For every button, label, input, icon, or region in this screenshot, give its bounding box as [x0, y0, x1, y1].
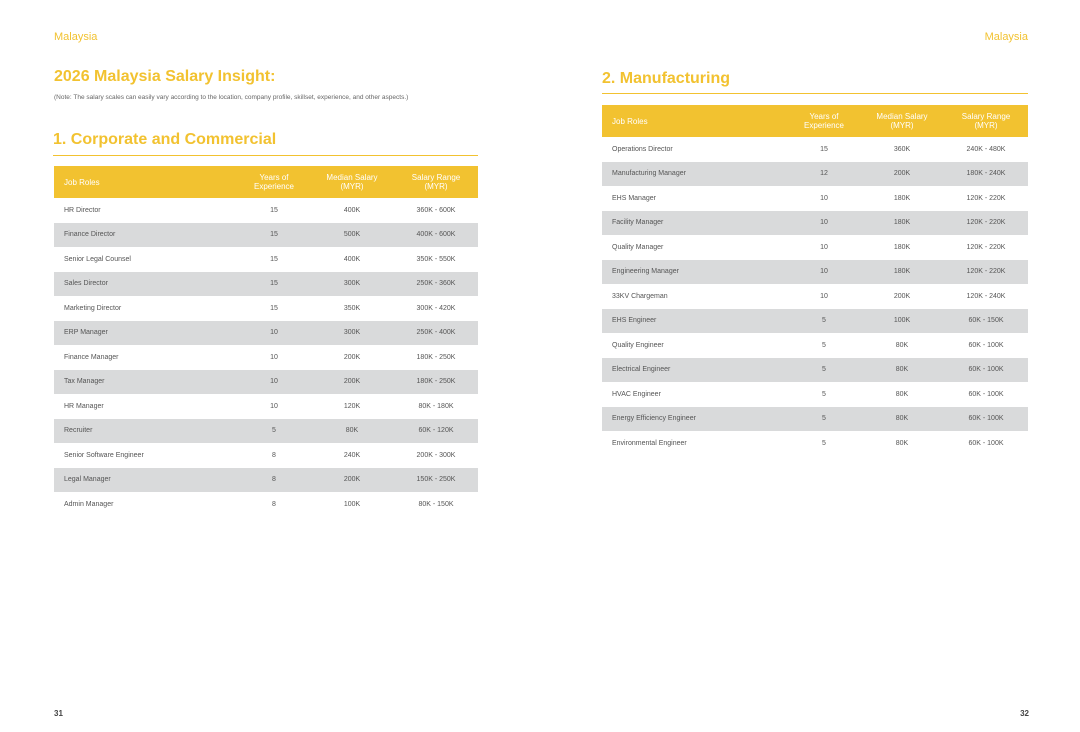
- table-row: [602, 137, 1028, 162]
- salary-range-cell: 150K - 250K: [394, 468, 478, 493]
- median-salary-cell: 80K: [860, 358, 944, 383]
- median-salary-cell: 120K: [310, 394, 394, 419]
- job-role-cell: EHS Manager: [602, 186, 788, 211]
- table-row: [54, 468, 478, 493]
- table-header-row: [602, 105, 1028, 137]
- years-cell: 10: [238, 394, 310, 419]
- median-salary-cell: 350K: [310, 296, 394, 321]
- salary-range-cell: 60K - 100K: [944, 407, 1028, 432]
- salary-range-cell: 350K - 550K: [394, 247, 478, 272]
- salary-range-cell: 80K - 150K: [394, 492, 478, 517]
- years-cell: 15: [788, 137, 860, 162]
- median-salary-cell: 400K: [310, 247, 394, 272]
- section-title-corporate: 1. Corporate and Commercial: [53, 131, 277, 148]
- job-role-cell: EHS Engineer: [602, 309, 788, 334]
- job-role-cell: Legal Manager: [54, 468, 238, 493]
- job-role-cell: 33KV Chargeman: [602, 284, 788, 309]
- salary-note: (Note: The salary scales can easily vary according to the location, company profile, skillset, experience, and other aspects.): [54, 94, 409, 101]
- salary-range-cell: 60K - 150K: [944, 309, 1028, 334]
- table-row: [54, 419, 478, 444]
- job-role-cell: Admin Manager: [54, 492, 238, 517]
- header-median-line2: (MYR): [890, 121, 914, 130]
- job-role-cell: Tax Manager: [54, 370, 238, 395]
- salary-range-cell: 60K - 100K: [944, 358, 1028, 383]
- job-role-cell: Senior Software Engineer: [54, 443, 238, 468]
- years-cell: 10: [788, 235, 860, 260]
- years-cell: 15: [238, 223, 310, 248]
- job-role-cell: Facility Manager: [602, 211, 788, 236]
- median-salary-cell: 200K: [310, 468, 394, 493]
- country-label: Malaysia: [54, 31, 98, 43]
- salary-range-cell: 180K - 240K: [944, 162, 1028, 187]
- table-row: [602, 162, 1028, 187]
- job-role-cell: ERP Manager: [54, 321, 238, 346]
- job-role-cell: Quality Engineer: [602, 333, 788, 358]
- salary-range-cell: 240K - 480K: [944, 137, 1028, 162]
- job-role-cell: Environmental Engineer: [602, 431, 788, 456]
- job-role-cell: Sales Director: [54, 272, 238, 297]
- table-row: [54, 198, 478, 223]
- section-divider: [602, 93, 1028, 94]
- header-salary-range: [394, 166, 478, 198]
- median-salary-cell: 240K: [310, 443, 394, 468]
- median-salary-cell: 200K: [310, 345, 394, 370]
- median-salary-cell: 360K: [860, 137, 944, 162]
- table-row: [602, 382, 1028, 407]
- salary-range-cell: 120K - 220K: [944, 260, 1028, 285]
- median-salary-cell: 80K: [860, 382, 944, 407]
- median-salary-cell: 80K: [860, 407, 944, 432]
- years-cell: 10: [788, 211, 860, 236]
- header-years-line1: Years of: [809, 112, 839, 121]
- years-cell: 8: [238, 443, 310, 468]
- years-cell: 15: [238, 272, 310, 297]
- header-job-roles: Job Roles: [602, 105, 788, 137]
- years-cell: 10: [788, 284, 860, 309]
- median-salary-cell: 300K: [310, 321, 394, 346]
- median-salary-cell: 80K: [310, 419, 394, 444]
- salary-range-cell: 250K - 360K: [394, 272, 478, 297]
- median-salary-cell: 300K: [310, 272, 394, 297]
- years-cell: 12: [788, 162, 860, 187]
- years-cell: 15: [238, 296, 310, 321]
- years-cell: 15: [238, 247, 310, 272]
- header-range-line2: (MYR): [424, 182, 448, 191]
- job-role-cell: Operations Director: [602, 137, 788, 162]
- header-median-salary: [310, 166, 394, 198]
- table-row: [54, 394, 478, 419]
- salary-range-cell: 60K - 100K: [944, 333, 1028, 358]
- salary-range-cell: 120K - 220K: [944, 211, 1028, 236]
- header-median-line2: (MYR): [340, 182, 364, 191]
- years-cell: 8: [238, 492, 310, 517]
- median-salary-cell: 200K: [860, 162, 944, 187]
- manufacturing-table-body: [602, 137, 1028, 456]
- table-row: [54, 247, 478, 272]
- table-row: [602, 333, 1028, 358]
- salary-range-cell: 300K - 420K: [394, 296, 478, 321]
- salary-range-cell: 250K - 400K: [394, 321, 478, 346]
- years-cell: 5: [238, 419, 310, 444]
- years-cell: 10: [238, 321, 310, 346]
- job-role-cell: HR Director: [54, 198, 238, 223]
- header-range-line2: (MYR): [974, 121, 998, 130]
- salary-range-cell: 60K - 100K: [944, 382, 1028, 407]
- section-title-manufacturing: 2. Manufacturing: [602, 70, 731, 87]
- years-cell: 10: [788, 260, 860, 285]
- salary-range-cell: 120K - 220K: [944, 235, 1028, 260]
- median-salary-cell: 200K: [310, 370, 394, 395]
- table-row: [54, 443, 478, 468]
- table-row: [54, 345, 478, 370]
- years-cell: 10: [788, 186, 860, 211]
- salary-range-cell: 200K - 300K: [394, 443, 478, 468]
- years-cell: 5: [788, 333, 860, 358]
- page-number: 31: [54, 709, 63, 718]
- salary-range-cell: 120K - 220K: [944, 186, 1028, 211]
- years-cell: 5: [788, 309, 860, 334]
- median-salary-cell: 500K: [310, 223, 394, 248]
- salary-range-cell: 400K - 600K: [394, 223, 478, 248]
- right-page: [540, 0, 1080, 732]
- job-role-cell: HR Manager: [54, 394, 238, 419]
- median-salary-cell: 180K: [860, 260, 944, 285]
- table-row: [54, 492, 478, 517]
- header-job-roles: Job Roles: [54, 166, 238, 198]
- table-row: [54, 296, 478, 321]
- table-row: [602, 260, 1028, 285]
- table-row: [602, 309, 1028, 334]
- median-salary-cell: 400K: [310, 198, 394, 223]
- job-role-cell: Senior Legal Counsel: [54, 247, 238, 272]
- table-row: [602, 186, 1028, 211]
- page-number: 32: [1020, 709, 1029, 718]
- header-years-experience: [788, 105, 860, 137]
- median-salary-cell: 180K: [860, 211, 944, 236]
- salary-range-cell: 120K - 240K: [944, 284, 1028, 309]
- years-cell: 10: [238, 370, 310, 395]
- table-row: [602, 431, 1028, 456]
- corporate-salary-table: [54, 166, 478, 517]
- median-salary-cell: 180K: [860, 186, 944, 211]
- median-salary-cell: 200K: [860, 284, 944, 309]
- header-years-line2: Experience: [253, 182, 295, 191]
- table-row: [602, 211, 1028, 236]
- median-salary-cell: 100K: [860, 309, 944, 334]
- section-divider: [53, 155, 478, 156]
- header-median-salary: [860, 105, 944, 137]
- salary-range-cell: 180K - 250K: [394, 370, 478, 395]
- years-cell: 5: [788, 431, 860, 456]
- years-cell: 5: [788, 382, 860, 407]
- years-cell: 10: [238, 345, 310, 370]
- years-cell: 8: [238, 468, 310, 493]
- salary-range-cell: 60K - 120K: [394, 419, 478, 444]
- header-years-line1: Years of: [259, 173, 289, 182]
- manufacturing-salary-table: [602, 105, 1028, 456]
- table-row: [602, 358, 1028, 383]
- header-range-line1: Salary Range: [961, 112, 1011, 121]
- job-role-cell: Recruiter: [54, 419, 238, 444]
- salary-range-cell: 180K - 250K: [394, 345, 478, 370]
- header-years-line2: Experience: [803, 121, 845, 130]
- country-label: Malaysia: [984, 31, 1028, 43]
- years-cell: 5: [788, 407, 860, 432]
- header-salary-range: [944, 105, 1028, 137]
- header-years-experience: [238, 166, 310, 198]
- median-salary-cell: 80K: [860, 431, 944, 456]
- table-row: [602, 235, 1028, 260]
- years-cell: 15: [238, 198, 310, 223]
- header-median-line1: Median Salary: [876, 112, 928, 121]
- job-role-cell: Energy Efficiency Engineer: [602, 407, 788, 432]
- job-role-cell: Manufacturing Manager: [602, 162, 788, 187]
- header-range-line1: Salary Range: [411, 173, 461, 182]
- table-row: [54, 272, 478, 297]
- job-role-cell: Electrical Engineer: [602, 358, 788, 383]
- job-role-cell: HVAC Engineer: [602, 382, 788, 407]
- median-salary-cell: 180K: [860, 235, 944, 260]
- years-cell: 5: [788, 358, 860, 383]
- table-row: [602, 284, 1028, 309]
- page-title: 2026 Malaysia Salary Insight:: [54, 68, 276, 85]
- table-row: [54, 223, 478, 248]
- table-row: [602, 407, 1028, 432]
- median-salary-cell: 100K: [310, 492, 394, 517]
- salary-range-cell: 60K - 100K: [944, 431, 1028, 456]
- header-median-line1: Median Salary: [326, 173, 378, 182]
- median-salary-cell: 80K: [860, 333, 944, 358]
- corporate-table-body: [54, 198, 478, 517]
- job-role-cell: Marketing Director: [54, 296, 238, 321]
- salary-range-cell: 360K - 600K: [394, 198, 478, 223]
- job-role-cell: Finance Manager: [54, 345, 238, 370]
- job-role-cell: Quality Manager: [602, 235, 788, 260]
- table-header-row: [54, 166, 478, 198]
- salary-range-cell: 80K - 180K: [394, 394, 478, 419]
- table-row: [54, 321, 478, 346]
- job-role-cell: Finance Director: [54, 223, 238, 248]
- job-role-cell: Engineering Manager: [602, 260, 788, 285]
- table-row: [54, 370, 478, 395]
